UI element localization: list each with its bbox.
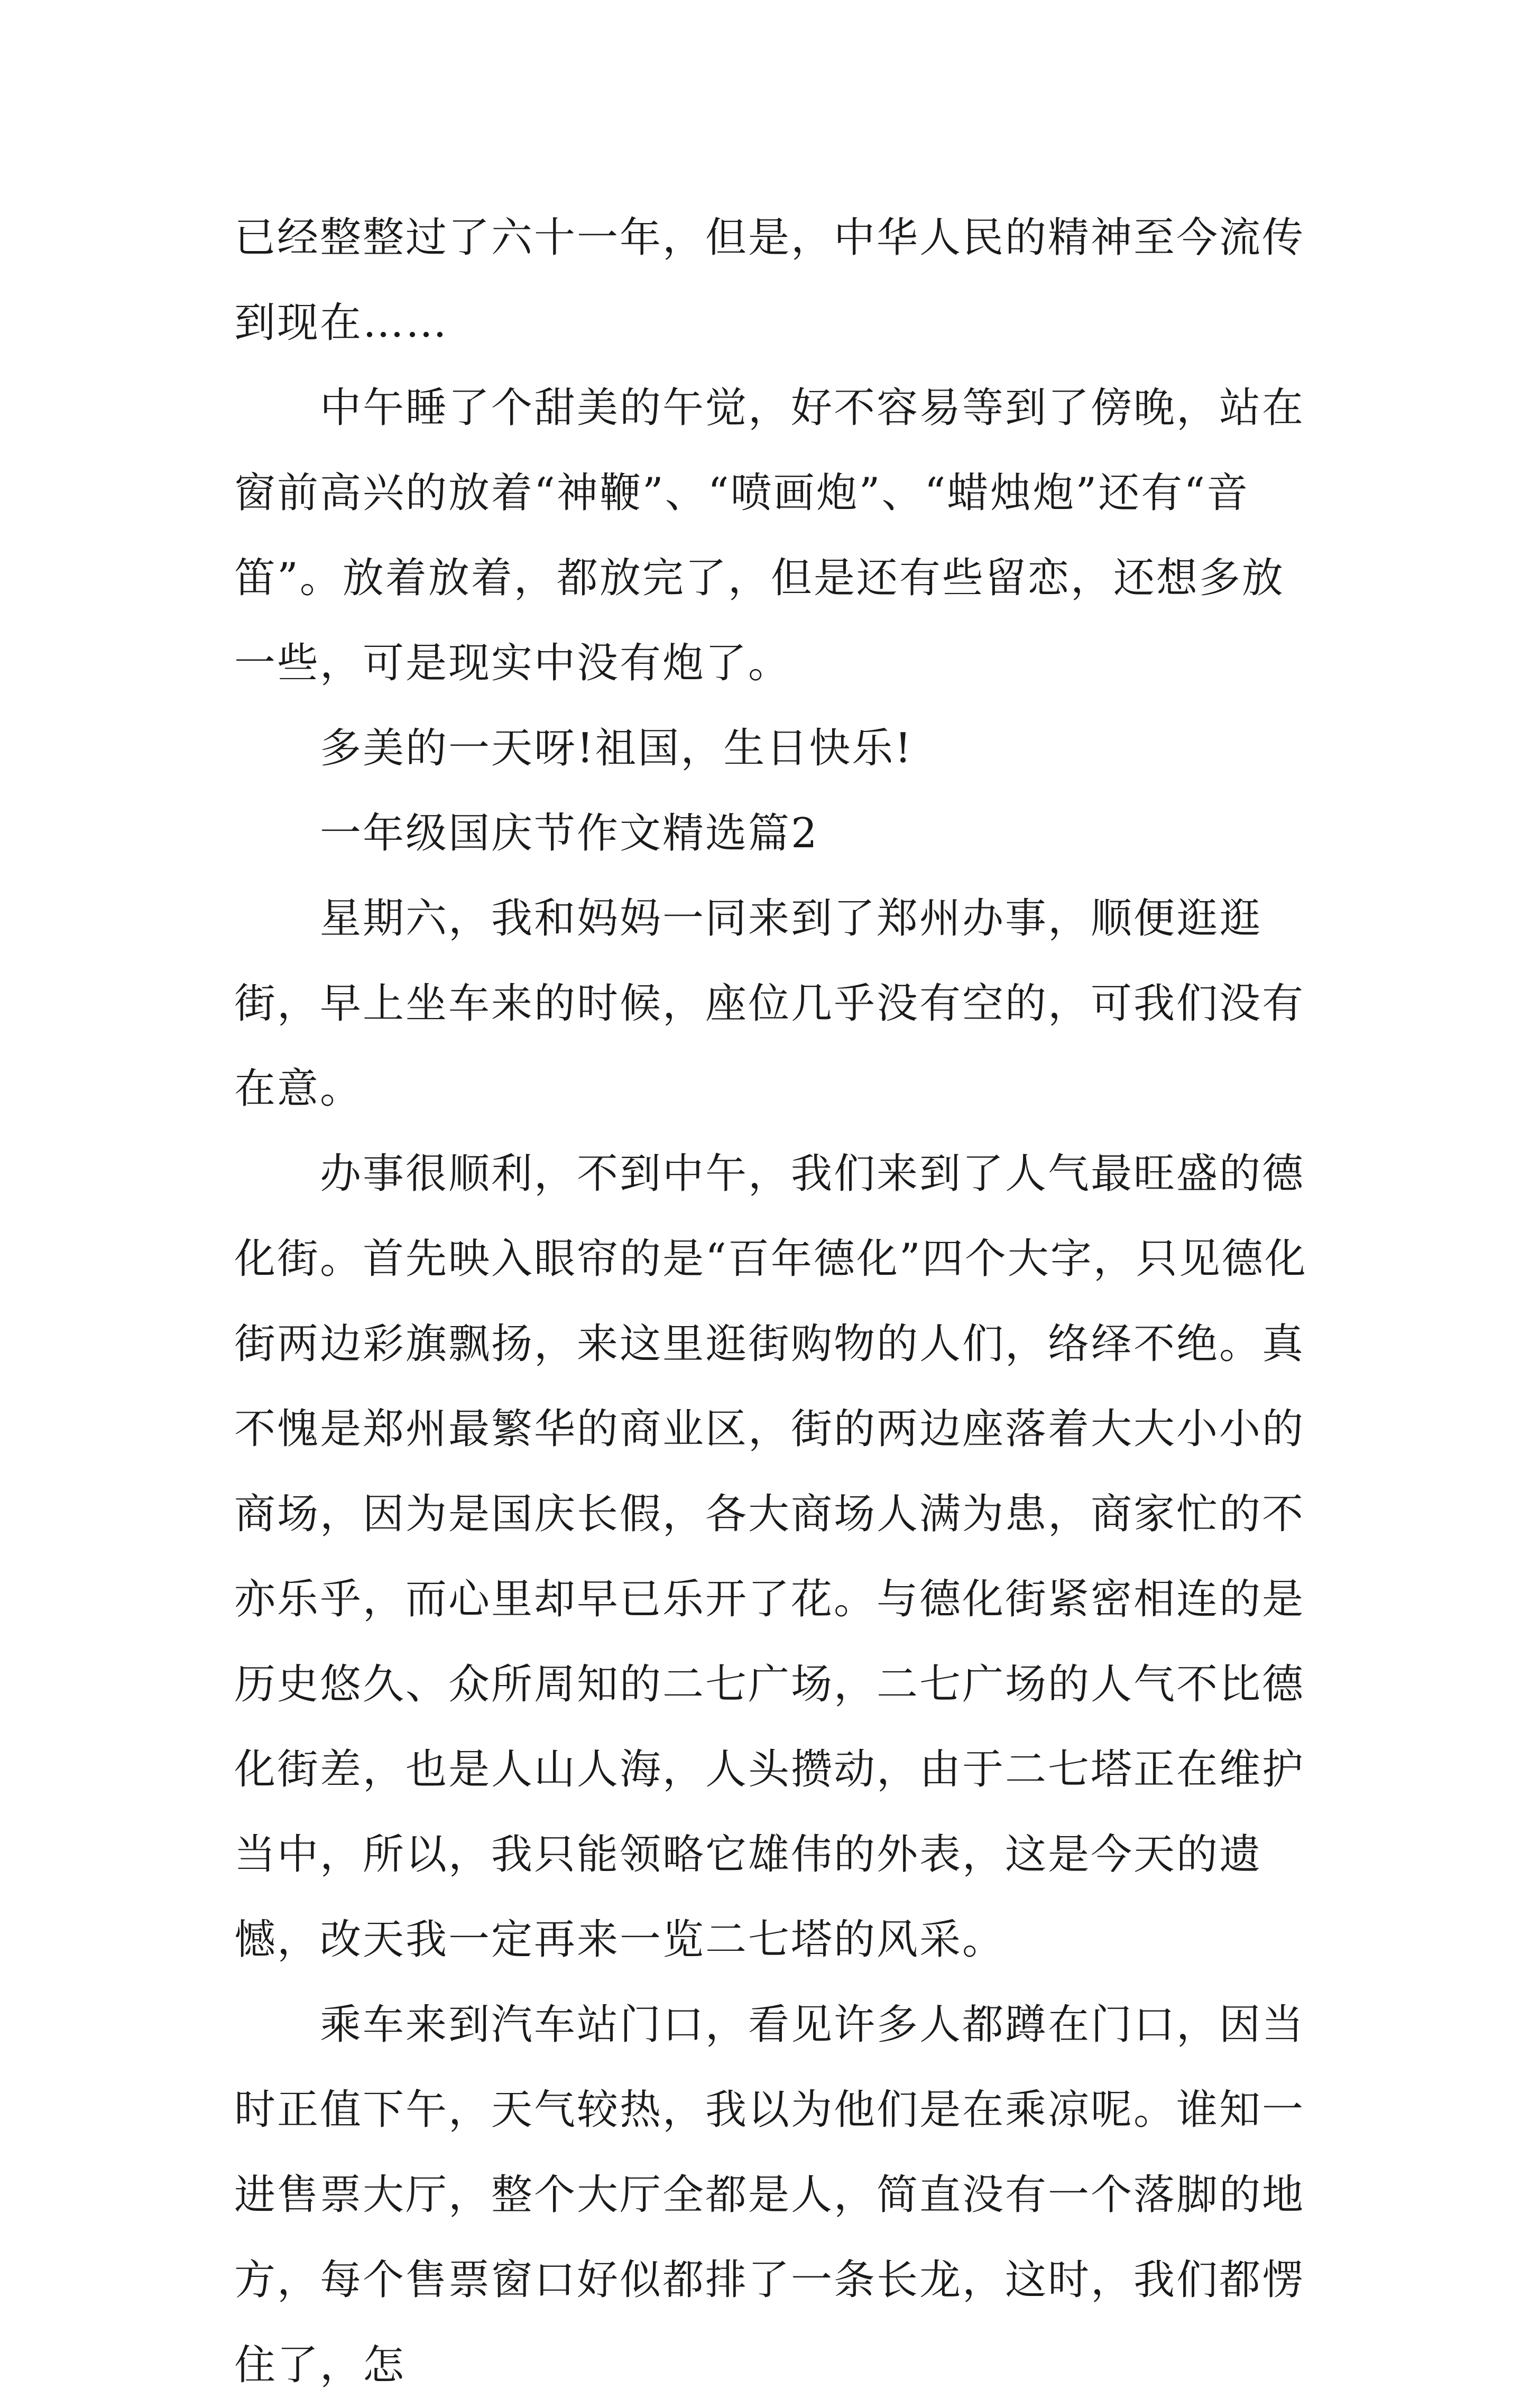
paragraph-4: 星期六，我和妈妈一同来到了郑州办事，顺便逛逛街，早上坐车来的时候，座位几乎没有空的，可我们没有在意。 [234,895,1305,1113]
paragraph-2: 中午睡了个甜美的午觉，好不容易等到了傍晚，站在窗前高兴的放着“神鞭”、“喷画炮”、“蜡烛炮”还有“音笛”。放着放着，都放完了，但是还有些留恋，还想多放一些，可是现实中没有炮了。 [234,384,1305,687]
paragraph-1: 已经整整过了六十一年，但是，中华人民的精神至今流传到现在…… [234,214,1305,347]
paragraph-5: 办事很顺利，不到中午，我们来到了人气最旺盛的德化街。首先映入眼帘的是“百年德化”四个大字，只见德化街两边彩旗飘扬，来这里逛街购物的人们，络绎不绝。真不愧是郑州最繁华的商业区，街的两边座落着大大小小的商场，因为是国庆长假，各大商场人满为患，商家忙的不亦乐乎，而心里却早已乐开了花。与德化街紧密相连的是历史悠久、众所周知的二七广场，二七广场的人气不比德化街差，也是人山人海，人头攒动，由于二七塔正在维护当中，所以，我只能领略它雄伟的外表，这是今天的遗憾，改天我一定再来一览二七塔的风采。 [234,1150,1307,1964]
paragraph-3: 多美的一天呀!祖国，生日快乐! [320,725,913,772]
document-body [234,196,1318,2408]
section-heading: 一年级国庆节作文精选篇2 [320,810,819,857]
paragraph-6: 乘车来到汽车站门口，看见许多人都蹲在门口，因当时正值下午，天气较热，我以为他们是在乘凉呢。谁知一进售票大厅，整个大厅全都是人，简直没有一个落脚的地方，每个售票窗口好似都排了一条长龙，这时，我们都愣住了，怎 [234,2001,1305,2389]
